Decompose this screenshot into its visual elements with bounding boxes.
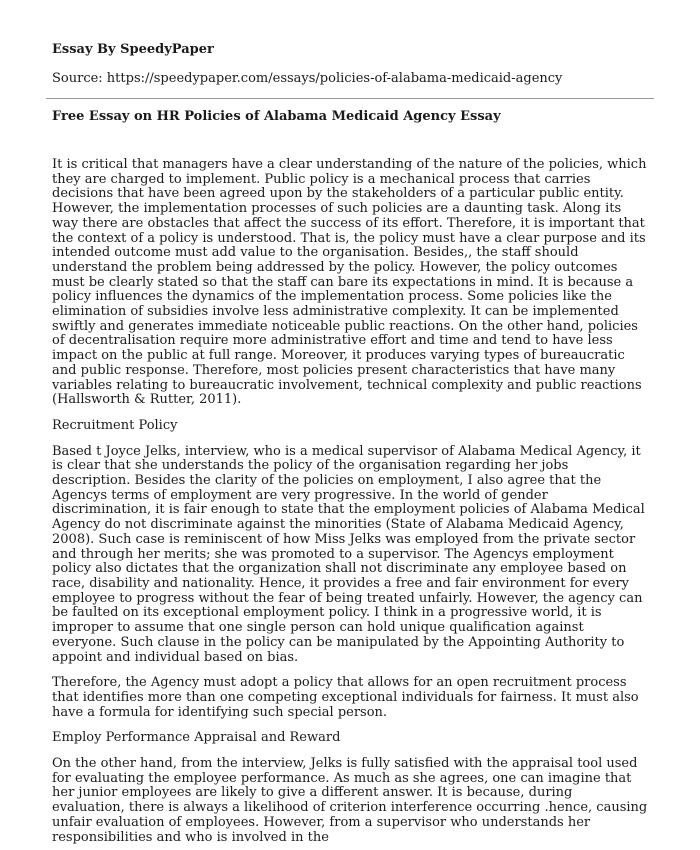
section-heading-appraisal: Employ Performance Appraisal and Reward	[52, 730, 341, 746]
header-divider	[46, 98, 654, 99]
intro-paragraph: It is critical that managers have a clear understanding of the nature of the policies, which they are charged to implement. Public policy is a mechanical process that carries decisions that have been agreed upon by the stakeholders of a particular public entity. However, the implementation processes of such policies are a daunting task. Along its way there are obstacles that affect the success of its effort. Therefore, it is important that the context of a policy is understood. That is, the policy must have a clear purpose and its intended outcome must add value to the organisation. Besides,, the staff should understand the problem being addressed by the policy. However, the policy outcomes must be clearly stated so that the staff can bare its expectations in mind. It is because a policy influences the dynamics of the implementation process. Some policies like the elimination of subsidies involve less administrative complexity. It can be implemented swiftly and generates immediate noticeable public reactions. On the other hand, policies of decentralisation require more administrative effort and time and tend to have less impact on the public at full range. Moreover, it produces varying types of bureaucratic and public response. Therefore, most policies present characteristics that have many variables relating to bureaucratic involvement, technical complexity and public reactions (Hallsworth & Rutter, 2011).	[52, 157, 647, 408]
document-header-title: Essay By SpeedyPaper	[52, 42, 214, 57]
source-line: Source: https://speedypaper.com/essays/policies-of-alabama-medicaid-agency	[52, 71, 563, 86]
essay-title: Free Essay on HR Policies of Alabama Medicaid Agency Essay	[52, 109, 501, 124]
recruitment-paragraph-1: Based t Joyce Jelks, interview, who is a medical supervisor of Alabama Medical Agency, it is clear that she understands the policy of the organisation regarding her jobs description. Besides the clarity of the policies on employment, I also agree that the Agencys terms of employment are very progressive. In the world of gender discrimination, it is fair enough to state that the employment policies of Alabama Medical Agency do not discriminate against the minorities (State of Alabama Medicaid Agency, 2008). Such case is reminiscent of how Miss Jelks was employed from the private sector and through her merits; she was promoted to a supervisor. The Agencys employment policy also dictates that the organization shall not discriminate any employee based on race, disability and nationality. Hence, it provides a free and fair environment for every employee to progress without the fear of being treated unfairly. However, the agency can be faulted on its exceptional employment policy. I think in a progressive world, it is improper to assume that one single person can hold unique qualification against everyone. Such clause in the policy can be manipulated by the Appointing Authority to appoint and individual based on bias.	[52, 443, 645, 665]
recruitment-paragraph-2: Therefore, the Agency must adopt a policy that allows for an open recruitment process that identifies more than one competing exceptional individuals for fairness. It must also have a formula for identifying such special person.	[52, 675, 639, 720]
appraisal-paragraph-1: On the other hand, from the interview, Jelks is fully satisfied with the appraisal tool used for evaluating the employee performance. As much as she agrees, one can imagine that her junior employees are likely to give a different answer. It is because, during evaluation, there is always a likelihood of criterion interference occurring .hence, causing unfair evaluation of employees. However, from a supervisor who understands her responsibilities and who is involved in the	[52, 756, 648, 845]
section-heading-recruitment: Recruitment Policy	[52, 417, 178, 433]
